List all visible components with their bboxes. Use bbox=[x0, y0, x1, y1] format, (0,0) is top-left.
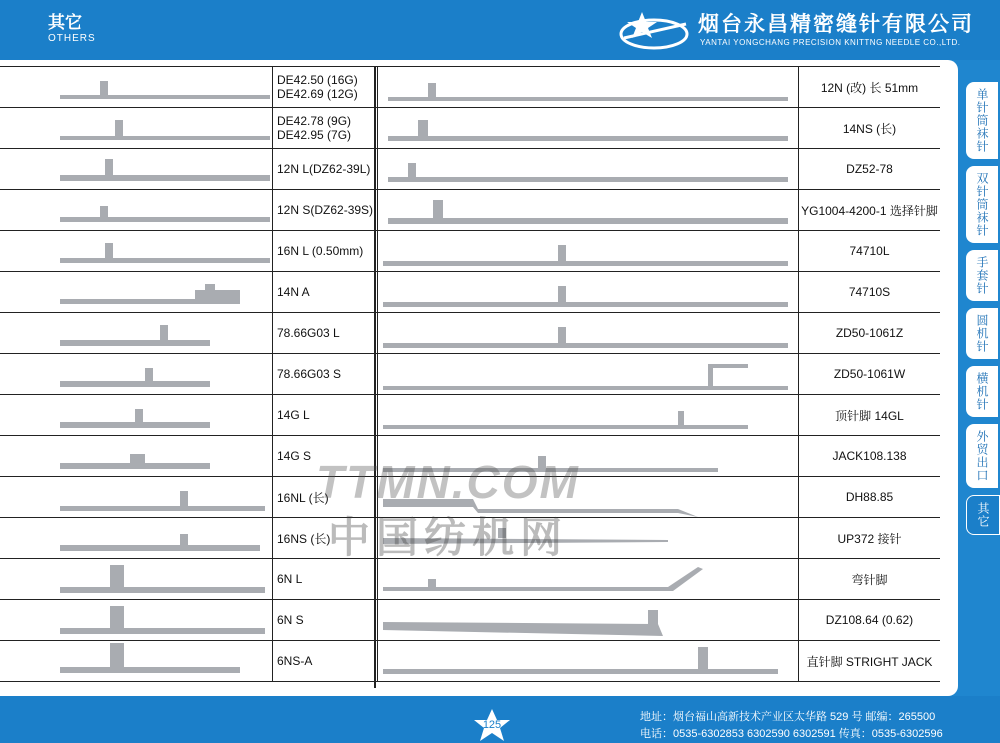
needle-illustration bbox=[378, 149, 798, 189]
needle-illustration bbox=[0, 477, 272, 517]
needle-label-right: JACK108.138 bbox=[799, 436, 941, 477]
table-row bbox=[0, 600, 940, 641]
needle-model: 16NL (长) bbox=[277, 490, 329, 505]
needle-label-right: UP372 接针 bbox=[799, 518, 941, 559]
needle-model: 78.66G03 L bbox=[277, 326, 340, 340]
needle-illustration bbox=[0, 600, 272, 640]
needle-image-left bbox=[0, 518, 273, 559]
needle-model: DE42.78 (9G) bbox=[277, 114, 352, 128]
needle-image-right bbox=[378, 600, 799, 641]
needle-label-right: DZ108.64 (0.62) bbox=[799, 600, 941, 641]
needle-image-right bbox=[378, 231, 799, 272]
watermark-text: TTMN.COM bbox=[316, 456, 580, 508]
needle-catalog-table bbox=[0, 66, 940, 682]
company-name: 烟台永昌精密缝针有限公司 bbox=[698, 13, 974, 36]
needle-label-left bbox=[273, 67, 378, 108]
needle-illustration bbox=[378, 395, 798, 435]
footer-address: 地址：烟台福山高新技术产业区太华路 529 号 邮编：265500 bbox=[640, 711, 936, 723]
table-row bbox=[0, 395, 940, 436]
needle-model: 78.66G03 S bbox=[277, 367, 342, 381]
table-row bbox=[0, 272, 940, 313]
needle-illustration bbox=[378, 313, 798, 353]
needle-illustration bbox=[0, 149, 272, 189]
needle-image-left bbox=[0, 354, 273, 395]
table-row bbox=[0, 190, 940, 231]
needle-image-left bbox=[0, 641, 273, 682]
needle-illustration bbox=[378, 272, 798, 312]
needle-illustration bbox=[378, 67, 798, 107]
needle-model-alt: DE42.69 (12G) bbox=[277, 87, 358, 101]
needle-label-left bbox=[273, 641, 378, 682]
needle-label-right: YG1004-4200-1 选择针脚 bbox=[799, 190, 941, 231]
needle-image-left bbox=[0, 477, 273, 518]
section-subtitle: OTHERS bbox=[48, 33, 96, 44]
needle-image-left bbox=[0, 272, 273, 313]
needle-illustration bbox=[378, 190, 798, 230]
needle-illustration bbox=[378, 641, 798, 681]
needle-label-right: 顶针脚 14GL bbox=[799, 395, 941, 436]
needle-illustration bbox=[0, 190, 272, 230]
needle-label-left bbox=[273, 313, 378, 354]
category-tab[interactable] bbox=[966, 495, 1000, 535]
needle-illustration bbox=[378, 600, 798, 640]
company-logo-icon bbox=[618, 6, 690, 54]
category-tab[interactable] bbox=[966, 166, 998, 243]
section-title: 其它 bbox=[48, 13, 82, 32]
needle-image-left bbox=[0, 313, 273, 354]
needle-image-left bbox=[0, 67, 273, 108]
category-tab[interactable] bbox=[966, 250, 998, 301]
needle-image-right bbox=[378, 272, 799, 313]
needle-image-right bbox=[378, 67, 799, 108]
needle-illustration bbox=[0, 313, 272, 353]
needle-label-right: DH88.85 bbox=[799, 477, 941, 518]
needle-illustration bbox=[0, 108, 272, 148]
needle-illustration bbox=[0, 559, 272, 599]
needle-label-right: 74710L bbox=[799, 231, 941, 272]
needle-illustration bbox=[378, 231, 798, 271]
needle-image-left bbox=[0, 436, 273, 477]
needle-label-right: 74710S bbox=[799, 272, 941, 313]
needle-illustration bbox=[0, 272, 272, 312]
needle-image-right bbox=[378, 641, 799, 682]
needle-image-right bbox=[378, 313, 799, 354]
needle-model: 6NS-A bbox=[277, 654, 313, 668]
table-row bbox=[0, 231, 940, 272]
needle-image-right bbox=[378, 395, 799, 436]
needle-image-right bbox=[378, 354, 799, 395]
needle-label-left bbox=[273, 600, 378, 641]
needle-illustration bbox=[0, 518, 272, 558]
needle-illustration bbox=[0, 641, 272, 681]
needle-image-left bbox=[0, 559, 273, 600]
needle-illustration bbox=[0, 395, 272, 435]
needle-label-left bbox=[273, 231, 378, 272]
category-tab-label: 圆机针 bbox=[975, 314, 989, 353]
category-tab-label: 横机针 bbox=[975, 372, 989, 411]
table-row bbox=[0, 108, 940, 149]
needle-image-left bbox=[0, 149, 273, 190]
page-number: 125 bbox=[482, 719, 502, 731]
column-divider bbox=[374, 66, 376, 688]
catalog-sheet bbox=[0, 60, 958, 696]
needle-label-right: 14NS (长) bbox=[799, 108, 941, 149]
needle-illustration bbox=[0, 354, 272, 394]
category-tab-label: 外贸出口 bbox=[975, 430, 989, 482]
needle-model: DE42.50 (16G) bbox=[277, 73, 358, 87]
needle-label-right: 直针脚 STRIGHT JACK bbox=[799, 641, 941, 682]
needle-image-left bbox=[0, 395, 273, 436]
category-tabs bbox=[966, 82, 1000, 542]
needle-model: 14N A bbox=[277, 285, 310, 299]
needle-model: 12N S(DZ62-39S) bbox=[277, 203, 374, 217]
company-name-english: YANTAI YONGCHANG PRECISION KNITTNG NEEDLE CO.,LTD. bbox=[700, 38, 961, 47]
needle-model: 6N L bbox=[277, 572, 303, 586]
needle-label-left bbox=[273, 395, 378, 436]
needle-image-right bbox=[378, 108, 799, 149]
category-tab[interactable] bbox=[966, 366, 998, 417]
needle-illustration bbox=[0, 436, 272, 476]
category-tab-label: 单针筒袜针 bbox=[975, 88, 989, 153]
needle-model: 16NS (长) bbox=[277, 531, 331, 546]
needle-model: 16N L (0.50mm) bbox=[277, 244, 364, 258]
needle-label-right: 弯针脚 bbox=[799, 559, 941, 600]
table-row bbox=[0, 67, 940, 108]
needle-illustration bbox=[378, 354, 798, 394]
needle-image-left bbox=[0, 231, 273, 272]
needle-model-alt: DE42.95 (7G) bbox=[277, 128, 352, 142]
table-row bbox=[0, 313, 940, 354]
needle-label-right: ZD50-1061W bbox=[799, 354, 941, 395]
table-row bbox=[0, 149, 940, 190]
category-tab-label: 双针筒袜针 bbox=[975, 172, 989, 237]
needle-label-right: ZD50-1061Z bbox=[799, 313, 941, 354]
needle-model: 12N L(DZ62-39L) bbox=[277, 162, 371, 176]
footer-phone: 电话：0535-6302853 6302590 6302591 传真：0535-6302596 bbox=[640, 728, 943, 740]
table-row bbox=[0, 641, 940, 682]
watermark-text-cn: 中国纺机网 bbox=[328, 514, 569, 561]
category-tab[interactable] bbox=[966, 308, 998, 359]
needle-model: 6N S bbox=[277, 613, 304, 627]
needle-illustration bbox=[378, 559, 798, 599]
needle-label-left bbox=[273, 272, 378, 313]
needle-image-right bbox=[378, 190, 799, 231]
needle-image-right bbox=[378, 149, 799, 190]
needle-image-left bbox=[0, 600, 273, 641]
needle-illustration bbox=[0, 67, 272, 107]
needle-illustration bbox=[378, 108, 798, 148]
table-row bbox=[0, 354, 940, 395]
needle-image-left bbox=[0, 190, 273, 231]
needle-model: 14G L bbox=[277, 408, 310, 422]
needle-label-right: DZ52-78 bbox=[799, 149, 941, 190]
category-tab[interactable] bbox=[966, 424, 998, 488]
category-tab[interactable] bbox=[966, 82, 998, 159]
needle-illustration bbox=[0, 231, 272, 271]
needle-image-left bbox=[0, 108, 273, 149]
needle-label-right: 12N (改) 长 51mm bbox=[799, 67, 941, 108]
needle-label-left bbox=[273, 354, 378, 395]
needle-model: 14G S bbox=[277, 449, 312, 463]
needle-label-left bbox=[273, 149, 378, 190]
page-header bbox=[0, 0, 1000, 60]
category-tab-label: 手套针 bbox=[975, 256, 989, 295]
needle-label-left bbox=[273, 108, 378, 149]
needle-label-left bbox=[273, 190, 378, 231]
category-tab-label: 其它 bbox=[976, 502, 990, 528]
